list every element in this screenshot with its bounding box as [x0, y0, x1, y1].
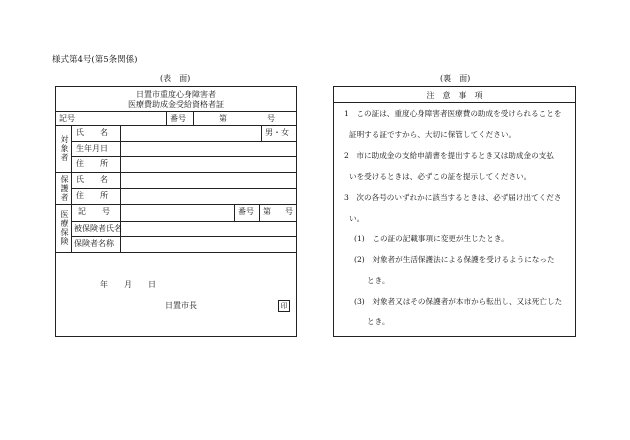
note-line: 1 この証は、重度心身障害者医療費の助成を受けられることを — [344, 109, 562, 118]
taishosha-name-label: 氏 名 — [76, 128, 108, 137]
iryo-dai-label: 第 — [263, 207, 271, 216]
kigou-label: 記号 — [59, 114, 75, 123]
note-line: い。 — [349, 214, 365, 223]
mayor-name: 日置市長 — [165, 301, 197, 310]
iryo-kigou-label: 記 号 — [78, 207, 110, 216]
note-line: (1) この証の記載事項に変更が生じたとき。 — [354, 234, 509, 243]
front-card — [55, 86, 297, 337]
seal-stamp: 印 — [278, 300, 290, 312]
front-caption: (表 面) — [160, 74, 191, 83]
gender-label: 男・女 — [265, 128, 289, 137]
back-caption: (裏 面) — [440, 74, 471, 83]
hogosha-name-label: 氏 名 — [76, 175, 108, 184]
note-line: (3) 対象者又はその保護者が本市から転出し、又は死亡した — [354, 297, 563, 306]
note-line: とき。 — [367, 317, 390, 326]
note-line: 3 次の各号のいずれかに該当するときは、必ず届け出てくださ — [344, 193, 562, 202]
taishosha-label: 対象者 — [60, 135, 69, 162]
hogosha-label: 保護者 — [60, 175, 69, 202]
birthdate-label: 生年月日 — [76, 144, 108, 153]
iryo-hoken-label: 医療保険 — [60, 210, 69, 246]
note-line: とき。 — [367, 276, 390, 285]
dai-label: 第 — [219, 114, 227, 123]
iryo-gou-label: 号 — [285, 207, 293, 216]
iryo-bangou-label: 番号 — [238, 207, 254, 216]
note-line: いを受けるときは、必ずこの証を提示してください。 — [349, 172, 532, 181]
note-line: (2) 対象者が生活保護法による保護を受けるようになった — [354, 255, 555, 264]
front-title-line1: 日置市重度心身障害者 — [136, 90, 216, 99]
form-number-label: 様式第4号(第5条関係) — [52, 55, 138, 65]
hihokensha-label: 被保険者氏名 — [74, 224, 122, 233]
notes-heading: 注 意 事 項 — [426, 91, 483, 100]
taishosha-address-label: 住 所 — [76, 159, 108, 168]
hogosha-address-label: 住 所 — [76, 191, 108, 200]
hokensha-label: 保険者名称 — [74, 239, 114, 248]
bangou-label: 番号 — [170, 114, 186, 123]
gou-label: 号 — [267, 114, 275, 123]
front-title-line2: 医療費助成金受給資格者証 — [128, 100, 224, 109]
issue-date: 年 月 日 — [100, 280, 156, 289]
note-line: 証明する証ですから、大切に保管してください。 — [349, 130, 517, 139]
note-line: 2 市に助成金の支給申請書を提出するとき又は助成金の支払 — [344, 151, 554, 160]
back-card — [333, 86, 576, 337]
